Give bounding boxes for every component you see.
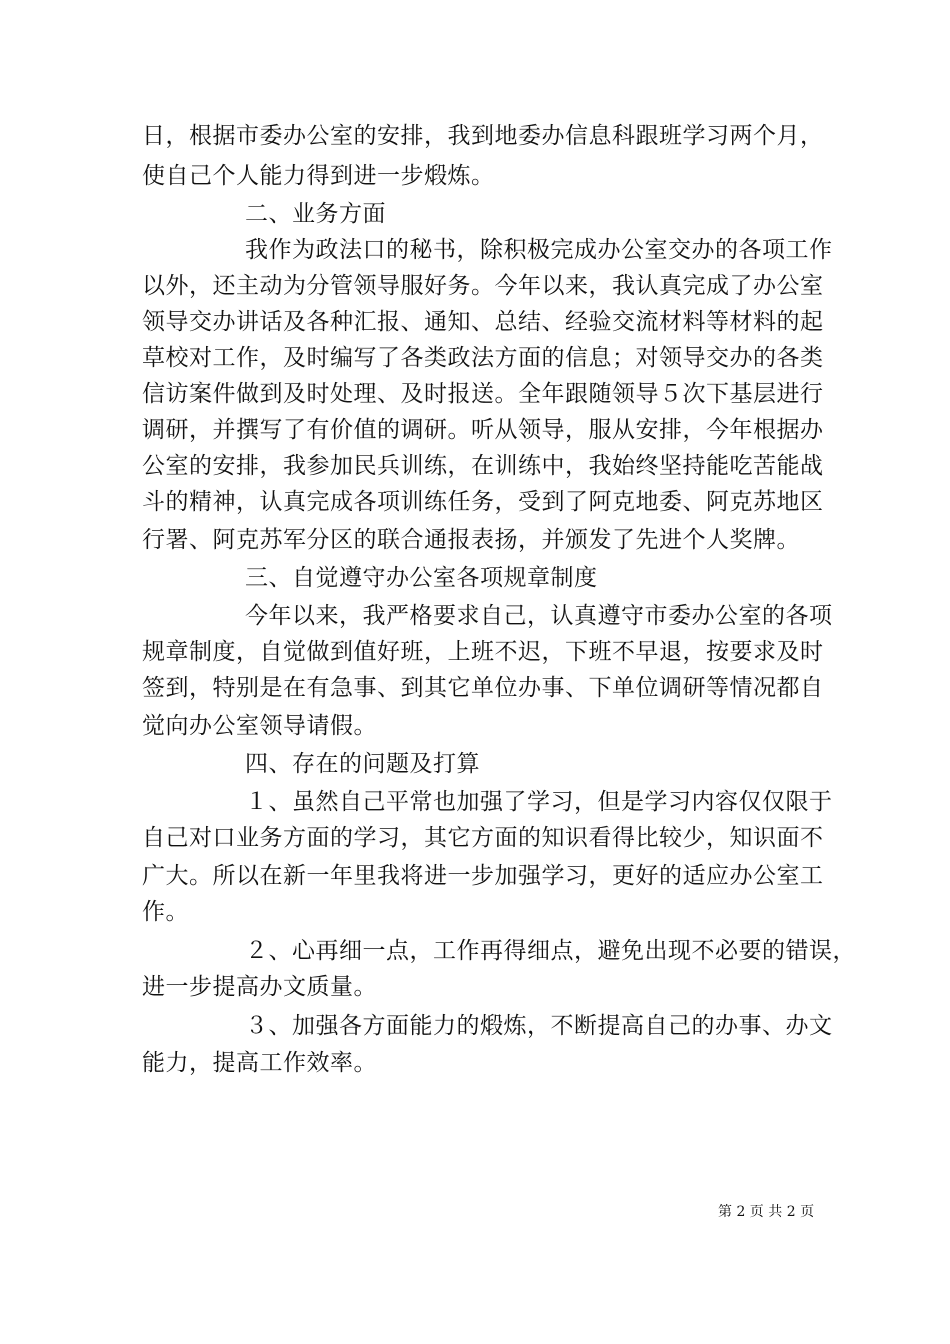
paragraph-first-line: １、虽然自己平常也加强了学习，但是学习内容仅仅限于 (245, 789, 833, 815)
section-heading: 四、存在的问题及打算 (245, 751, 480, 777)
text-line: 领导交办讲话及各种汇报、通知、总结、经验交流材料等材料的起 (142, 309, 824, 335)
text-line: 草校对工作，及时编写了各类政法方面的信息；对领导交办的各类 (142, 345, 824, 371)
text-line: 信访案件做到及时处理、及时报送。全年跟随领导５次下基层进行 (142, 381, 824, 407)
text-line: 能力，提高工作效率。 (142, 1050, 377, 1076)
text-line: 斗的精神，认真完成各项训练任务，受到了阿克地委、阿克苏地区 (142, 489, 824, 515)
paragraph-first-line: 今年以来，我严格要求自己，认真遵守市委办公室的各项 (245, 603, 833, 629)
text-line: 签到，特别是在有急事、到其它单位办事、下单位调研等情况都自 (142, 675, 824, 701)
section-heading: 二、业务方面 (245, 201, 386, 227)
text-line: 进一步提高办文质量。 (142, 974, 377, 1000)
text-line: 日，根据市委办公室的安排，我到地委办信息科跟班学习两个月， (142, 123, 824, 149)
page-number-footer: 第 2 页 共 2 页 (718, 1204, 815, 1220)
text-line: 调研，并撰写了有价值的调研。听从领导，服从安排，今年根据办 (142, 417, 824, 443)
paragraph-first-line: ２、心再细一点，工作再得细点，避免出现不必要的错误， (245, 938, 856, 964)
text-line: 规章制度，自觉做到值好班，上班不迟，下班不早退，按要求及时 (142, 639, 824, 665)
text-line: 自己对口业务方面的学习，其它方面的知识看得比较少，知识面不 (142, 825, 824, 851)
text-line: 以外，还主动为分管领导服好务。今年以来，我认真完成了办公室 (142, 273, 824, 299)
paragraph-first-line: ３、加强各方面能力的煅炼，不断提高自己的办事、办文 (245, 1013, 833, 1039)
text-line: 公室的安排，我参加民兵训练，在训练中，我始终坚持能吃苦能战 (142, 453, 824, 479)
text-line: 广大。所以在新一年里我将进一步加强学习，更好的适应办公室工 (142, 863, 824, 889)
section-heading: 三、自觉遵守办公室各项规章制度 (245, 565, 598, 591)
text-line: 觉向办公室领导请假。 (142, 713, 377, 739)
text-line: 作。 (142, 899, 189, 925)
text-line: 行署、阿克苏军分区的联合通报表扬，并颁发了先进个人奖牌。 (142, 527, 800, 553)
text-line: 使自己个人能力得到进一步煅炼。 (142, 163, 495, 189)
paragraph-first-line: 我作为政法口的秘书，除积极完成办公室交办的各项工作 (245, 237, 833, 263)
